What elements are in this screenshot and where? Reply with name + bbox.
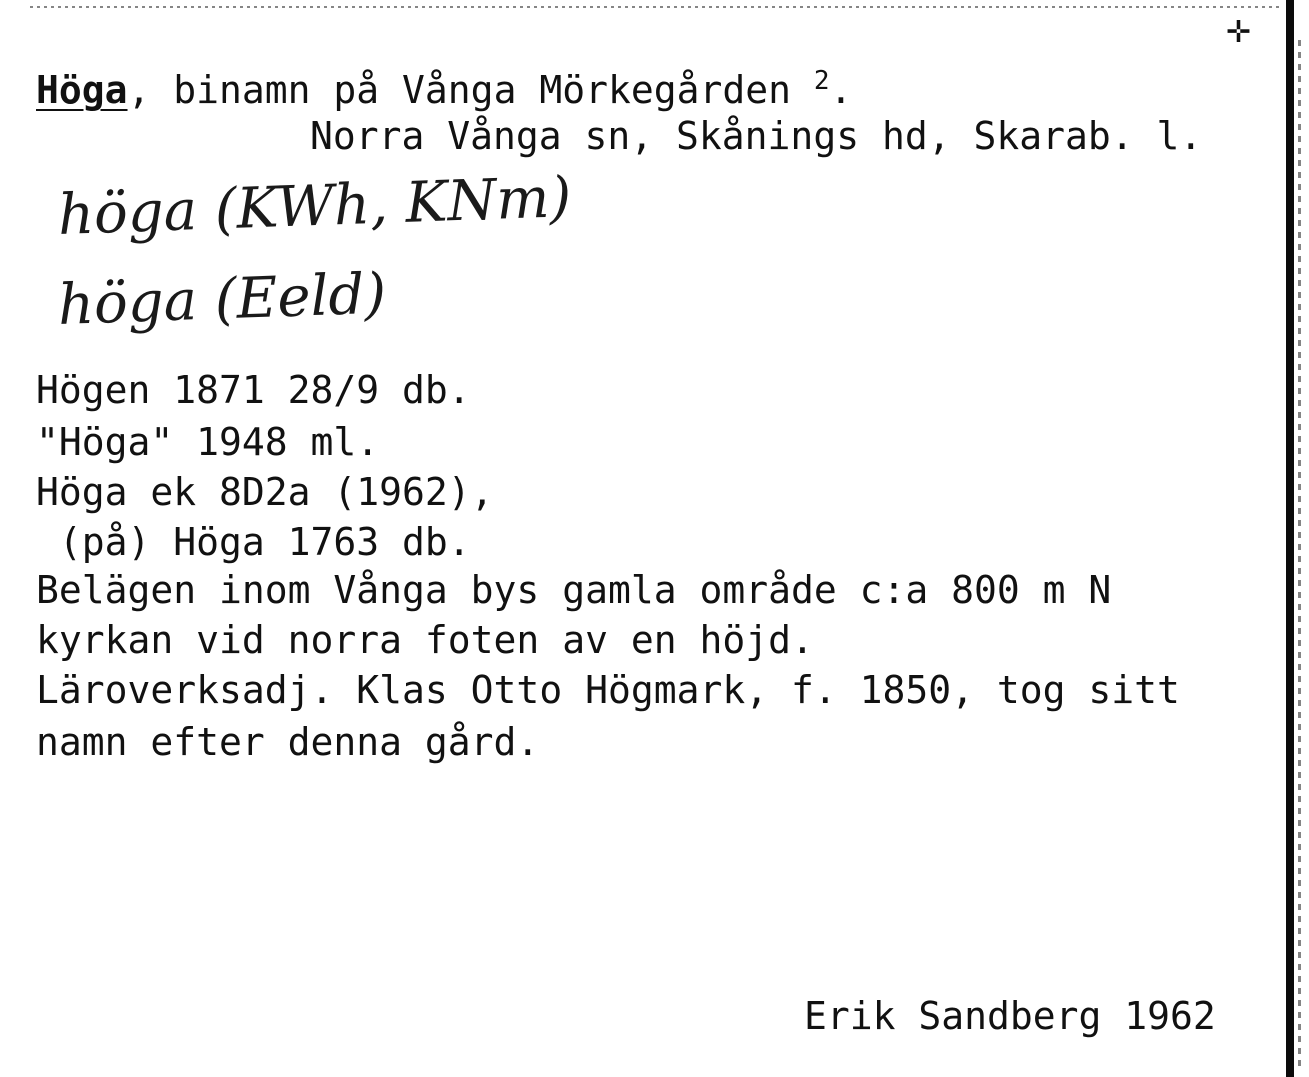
handwritten-line-2: höga (Eeld) xyxy=(56,261,388,338)
record-line-7: Läroverksadj. Klas Otto Högmark, f. 1850, tog sitt xyxy=(36,668,1180,712)
record-line-1: Högen 1871 28/9 db. xyxy=(36,368,471,412)
location-line: Norra Vånga sn, Skånings hd, Skarab. l. xyxy=(310,114,1203,158)
record-line-4: (på) Höga 1763 db. xyxy=(36,520,471,564)
header-end: . xyxy=(829,68,853,112)
record-line-5: Belägen inom Vånga bys gamla område c:a 800 m N xyxy=(36,568,1112,612)
handwritten-line-1: höga (KWh, KNm) xyxy=(56,165,573,248)
record-line-8: namn efter denna gård. xyxy=(36,720,540,764)
record-line-3: Höga ek 8D2a (1962), xyxy=(36,470,494,514)
signature: Erik Sandberg 1962 xyxy=(804,994,1216,1038)
scan-right-edge xyxy=(1286,0,1294,1077)
header-line xyxy=(36,68,852,112)
corner-cross-icon: ✛ xyxy=(1226,15,1252,50)
header-rest: , binamn på Vånga Mörkegården xyxy=(127,68,814,112)
scan-right-edge-dashes xyxy=(1298,40,1301,1070)
header-superscript: 2 xyxy=(813,66,830,96)
scan-top-edge xyxy=(30,6,1280,8)
place-name: Höga xyxy=(36,68,128,112)
record-line-2: "Höga" 1948 ml. xyxy=(36,420,380,464)
record-line-6: kyrkan vid norra foten av en höjd. xyxy=(36,618,814,662)
